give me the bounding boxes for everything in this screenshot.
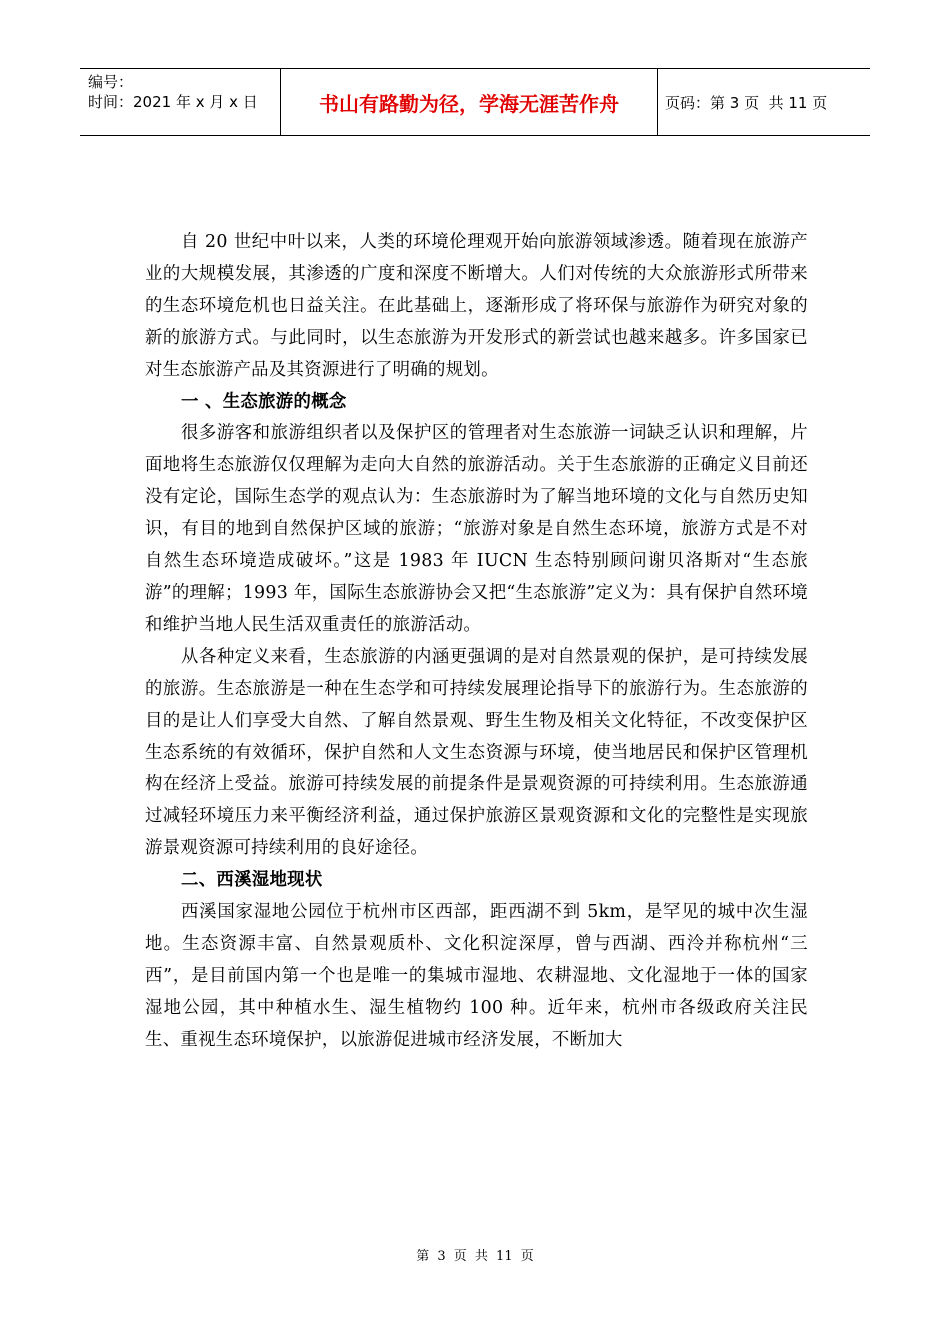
document-header [80,68,870,136]
section-1-paragraph-2: 从各种定义来看，生态旅游的内涵更强调的是对自然景观的保护，是可持续发展的旅游。生态旅游是一种在生态学和可持续发展理论指导下的旅游行为。生态旅游的目的是让人们享受大自然、了解自然景观、野生生物及相关文化特征，不改变保护区生态系统的有效循环，保护自然和人文生态资源与环境，使当地居民和保护区管理机构在经济上受益。旅游可持续发展的前提条件是景观资源的可持续利用。生态旅游通过减轻环境压力来平衡经济利益，通过保护旅游区景观资源和文化的完整性是实现旅游景观资源可持续利用的良好途径。 [145,646,808,859]
page-info: 页码：第 3 页 共 11 页 [665,93,828,112]
section-2-title: 二、西溪湿地现状 [181,870,323,891]
date-line: 时间：2021 年 x 月 x 日 [88,93,258,111]
footer-page-number: 第 3 页 共 11 页 [416,1249,534,1264]
header-page-cell [658,69,870,135]
page-footer [0,1245,950,1264]
header-motto-cell [281,69,658,135]
motto-text: 书山有路勤为径，学海无涯苦作舟 [319,91,619,116]
header-meta-cell [80,69,281,135]
section-1-paragraph-1: 很多游客和旅游组织者以及保护区的管理者对生态旅游一词缺乏认识和理解，片面地将生态旅游仅仅理解为走向大自然的旅游活动。关于生态旅游的正确定义目前还没有定论，国际生态学的观点认为：生态旅游时为了解当地环境的文化与自然历史知识，有目的地到自然保护区域的旅游；“旅游对象是自然生态环境，旅游方式是不对自然生态环境造成破坏。”这是 1983 年 IUCN 生态特别顾问谢贝洛斯对“生态旅游”的理解；1993 年，国际生态旅游协会又把“生态旅游”定义为：具有保护自然环境和维护当地人民生活双重责任的旅游活动。 [145,423,808,635]
serial-label: 编号： [88,73,134,91]
intro-paragraph: 自 20 世纪中叶以来，人类的环境伦理观开始向旅游领域渗透。随着现在旅游产业的大规模发展，其渗透的广度和深度不断增大。人们对传统的大众旅游形式所带来的生态环境危机也日益关注。在此基础上，逐渐形成了将环保与旅游作为研究对象的新的旅游方式。与此同时，以生态旅游为开发形式的新尝试也越来越多。许多国家已对生态旅游产品及其资源进行了明确的规划。 [145,232,808,380]
document-body [145,227,808,1057]
section-2-paragraph-1: 西溪国家湿地公园位于杭州市区西部，距西湖不到 5km，是罕见的城中次生湿地。生态资源丰富、自然景观质朴、文化积淀深厚，曾与西湖、西泠并称杭州“三西”，是目前国内第一个也是唯一的集城市湿地、农耕湿地、文化湿地于一体的国家湿地公园，其中种植水生、湿生植物约 100 种。近年来，杭州市各级政府关注民生、重视生态环境保护，以旅游促进城市经济发展，不断加大 [145,902,808,1050]
section-1-title: 一 、生态旅游的概念 [181,391,347,412]
